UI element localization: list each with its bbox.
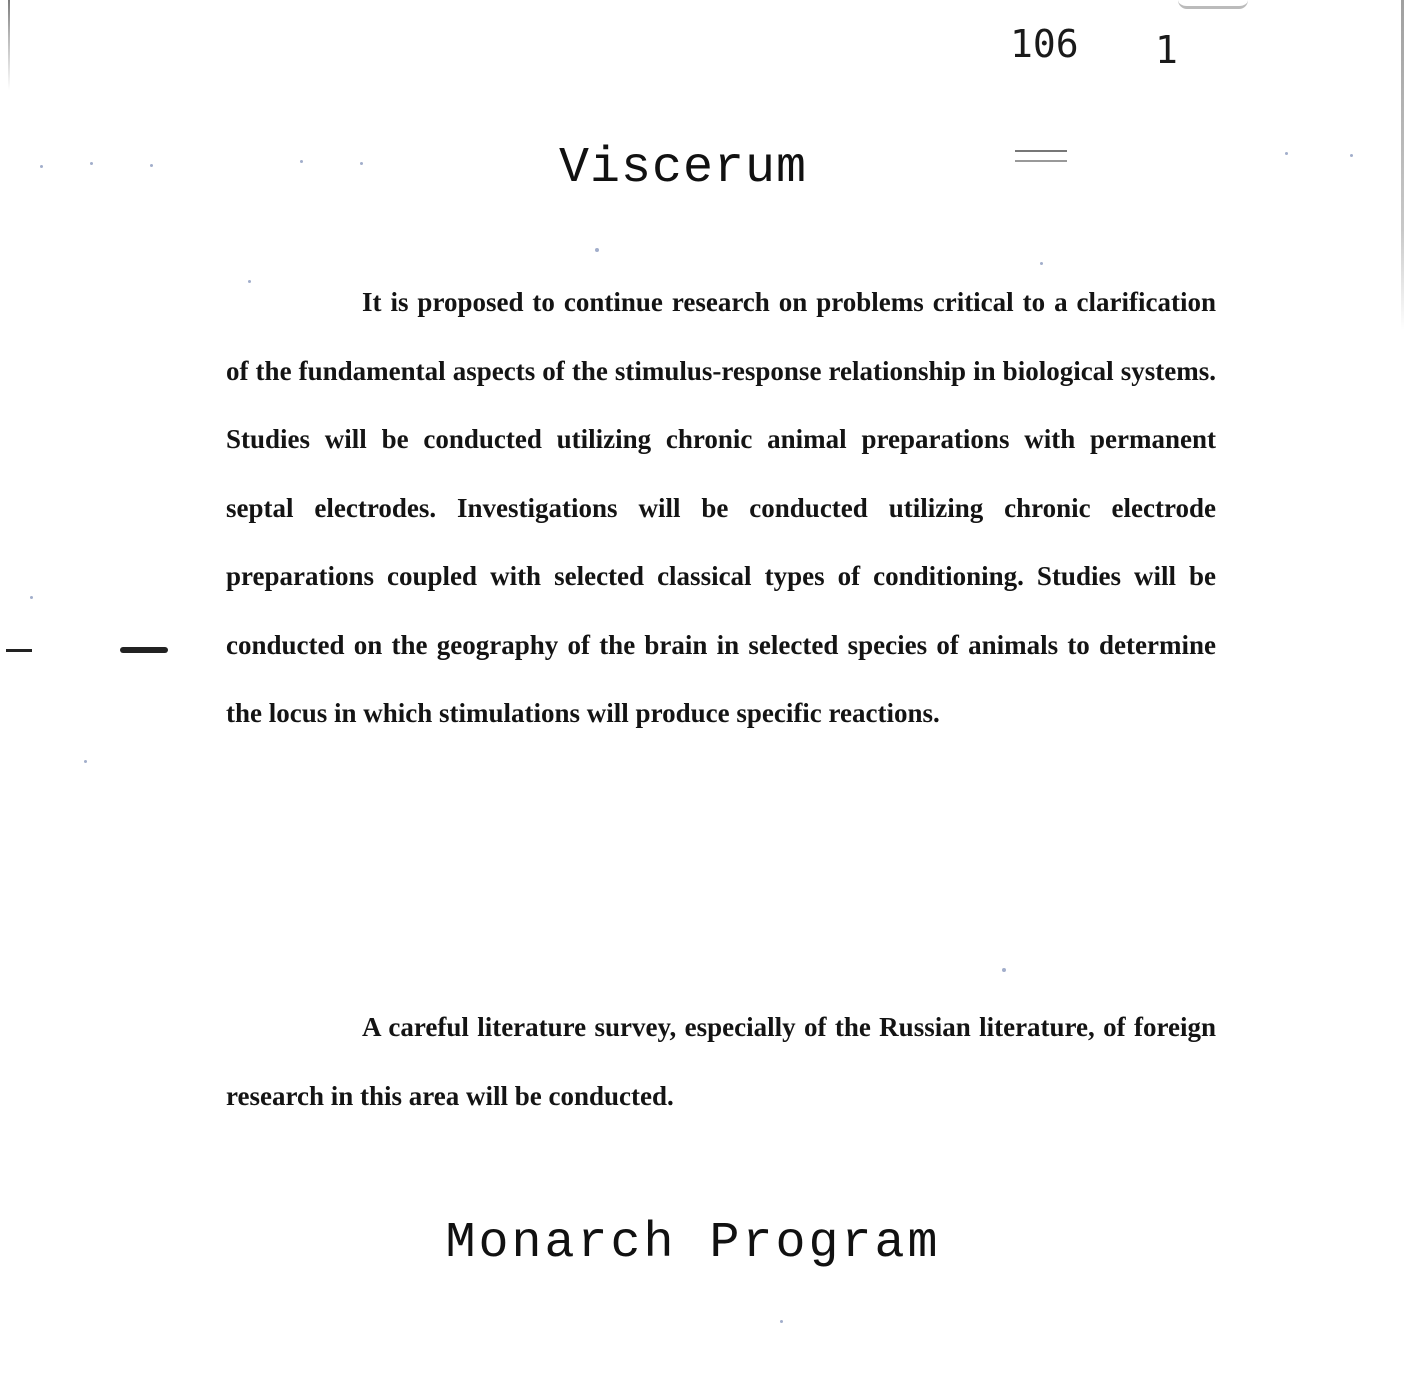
scan-edge-left [8,0,10,90]
sheet-number: 1 [1155,28,1178,72]
scan-speck [150,164,153,167]
page-title: Viscerum [558,140,808,197]
scan-speck [248,280,251,283]
scan-speck [360,162,363,165]
scan-speck [1002,968,1006,972]
scan-speck [1350,154,1353,157]
scan-speck [300,160,303,163]
scan-smudge [1178,0,1248,9]
scan-speck [90,162,93,165]
scan-edge-right [1401,0,1404,330]
document-number: 106 [1010,22,1079,66]
scan-speck [595,248,599,252]
scan-speck [1040,262,1043,265]
paragraph-1 [226,268,1216,748]
scan-speck [780,1320,783,1323]
scan-speck [40,165,43,168]
paragraph-2-text: A careful literature survey, especially of the Russian literature, of foreign research in this area will be conducted. [226,1012,1216,1111]
paragraph-2 [226,993,1216,1130]
paragraph-1-text: It is proposed to continue research on problems critical to a clarification of the fundamental aspects of the stimulus-response relationship in biological systems. Studies will be conducted utilizing chronic animal preparations with permanent septal electrodes. Investigations will be conducted utilizing chronic electrode preparations coupled with selected classical types of conditioning. Studies will be conducted on the geography of the brain in selected species of animals to determine the locus in which stimulations will produce specific reactions. [226,287,1216,728]
footer-title: Monarch Program [445,1215,941,1272]
scan-speck [84,760,87,763]
margin-arrow-mark [0,645,180,659]
margin-arrow [120,647,168,653]
margin-dash [6,649,32,652]
scan-speck [1285,152,1288,155]
scan-speck [30,596,33,599]
